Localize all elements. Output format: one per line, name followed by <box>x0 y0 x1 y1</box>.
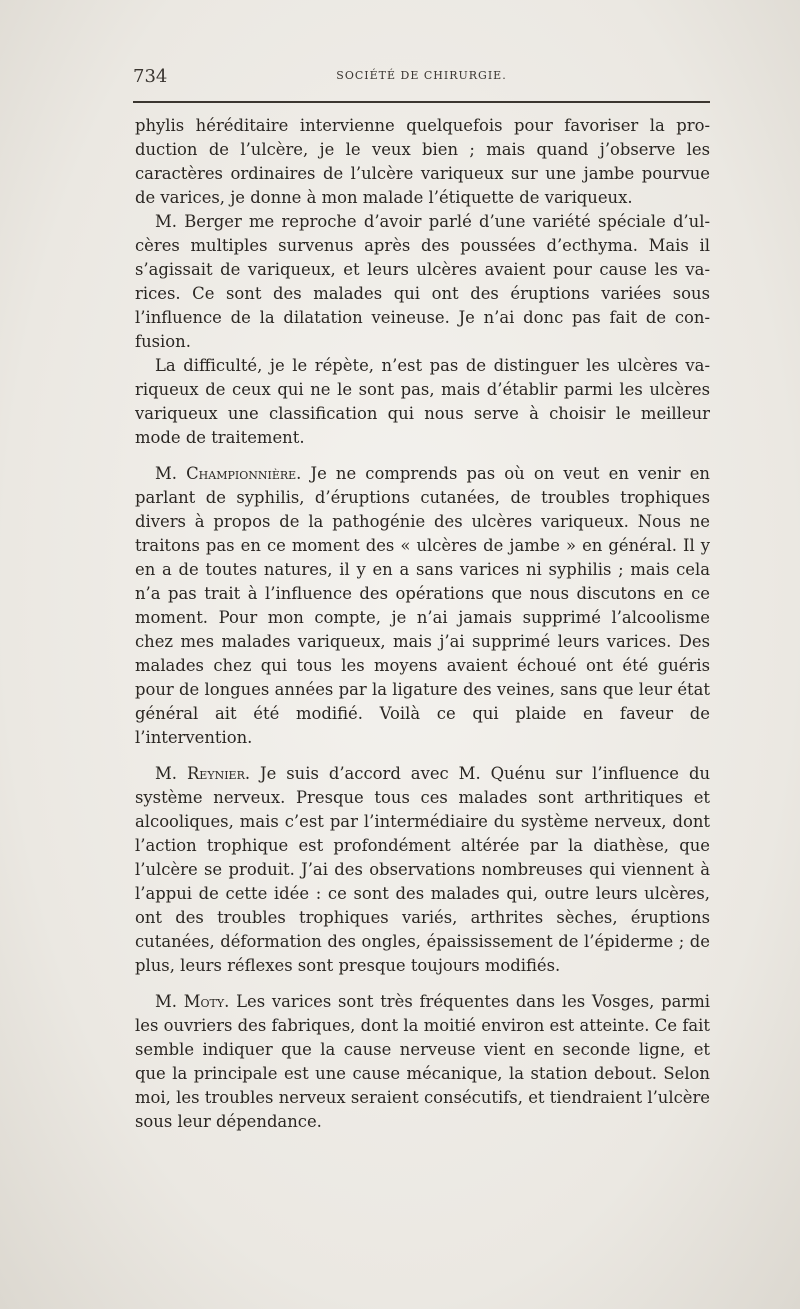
paragraph-text: Je suis d’accord avec M. Quénu sur l’influence du système nerveux. Presque tous ces malades sont arthritiques et alcooliques, mais c’est par l’intermédiaire du système nerveux, dont l’action trophique est profondément altérée par la diathèse, que l’ulcère se produit. J’ai des observations nombreuses qui viennent à l’appui de cette idée : ce sont des malades qui, outre leurs ulcères, ont des troubles trophiques variés, arthrites sèches, éruptions cutanées, déformation des ongles, épaississement de l’épiderme ; de plus, leurs réflexes sont presque toujours modifiés. <box>135 764 710 975</box>
paragraph-text: La difficulté, je le répète, n’est pas de distinguer les ulcères variqueux de ceux qui ne le sont pas, mais d’établir parmi les ulcères variqueux une classification qui nous serve à choisir le meilleur mode de traitement. <box>135 356 710 447</box>
page-number: 734 <box>133 66 168 87</box>
page-header <box>133 66 710 90</box>
paragraph <box>135 762 710 978</box>
paragraph <box>135 354 710 450</box>
speaker-name: M. Moty. <box>155 992 230 1011</box>
speaker-name: M. Reynier. <box>155 764 251 783</box>
paragraph <box>135 210 710 354</box>
paragraph-text: phylis héréditaire intervienne quelquefois pour favoriser la production de l’ulcère, je le veux bien ; mais quand j’observe les caractères ordinaires de l’ulcère variqueux sur une jambe pourvue de varices, je donne à mon malade l’étiquette de variqueux. <box>135 116 710 207</box>
paragraph-text: M. Berger me reproche d’avoir parlé d’une variété spéciale d’ulcères multiples survenus après des poussées d’ecthyma. Mais il s’agissait de variqueux, et leurs ulcères avaient pour cause les varices. Ce sont des malades qui ont des éruptions variées sous l’influence de la dilatation veineuse. Je n’ai donc pas fait de confusion. <box>135 212 710 351</box>
paragraph <box>135 114 710 210</box>
running-title: SOCIÉTÉ DE CHIRURGIE. <box>336 69 507 82</box>
speaker-name: M. Championnière. <box>155 464 302 483</box>
paragraph <box>135 990 710 1134</box>
paragraph <box>135 462 710 750</box>
paragraph-text: Les varices sont très fréquentes dans les Vosges, parmi les ouvriers des fabriques, dont la moitié environ est atteinte. Ce fait semble indiquer que la cause nerveuse vient en seconde ligne, et que la principale est une cause mécanique, la station debout. Selon moi, les troubles nerveux seraient consécutifs, et tiendraient l’ulcère sous leur dépendance. <box>135 992 710 1131</box>
header-rule <box>133 101 710 103</box>
body-text <box>135 114 710 1134</box>
paragraph-text: Je ne comprends pas où on veut en venir en parlant de syphilis, d’éruptions cutanées, de troubles trophiques divers à propos de la pathogénie des ulcères variqueux. Nous ne traitons pas en ce moment des « ulcères de jambe » en général. Il y en a de toutes natures, il y en a sans varices ni syphilis ; mais cela n’a pas trait à l’influence des opérations que nous discutons en ce moment. Pour mon compte, je n’ai jamais supprimé l’alcoolisme chez mes malades variqueux, mais j’ai supprimé leurs varices. Des malades chez qui tous les moyens avaient échoué ont été guéris pour de longues années par la ligature des veines, sans que leur état général ait été modifié. Voilà ce qui plaide en faveur de l’intervention. <box>135 464 710 747</box>
